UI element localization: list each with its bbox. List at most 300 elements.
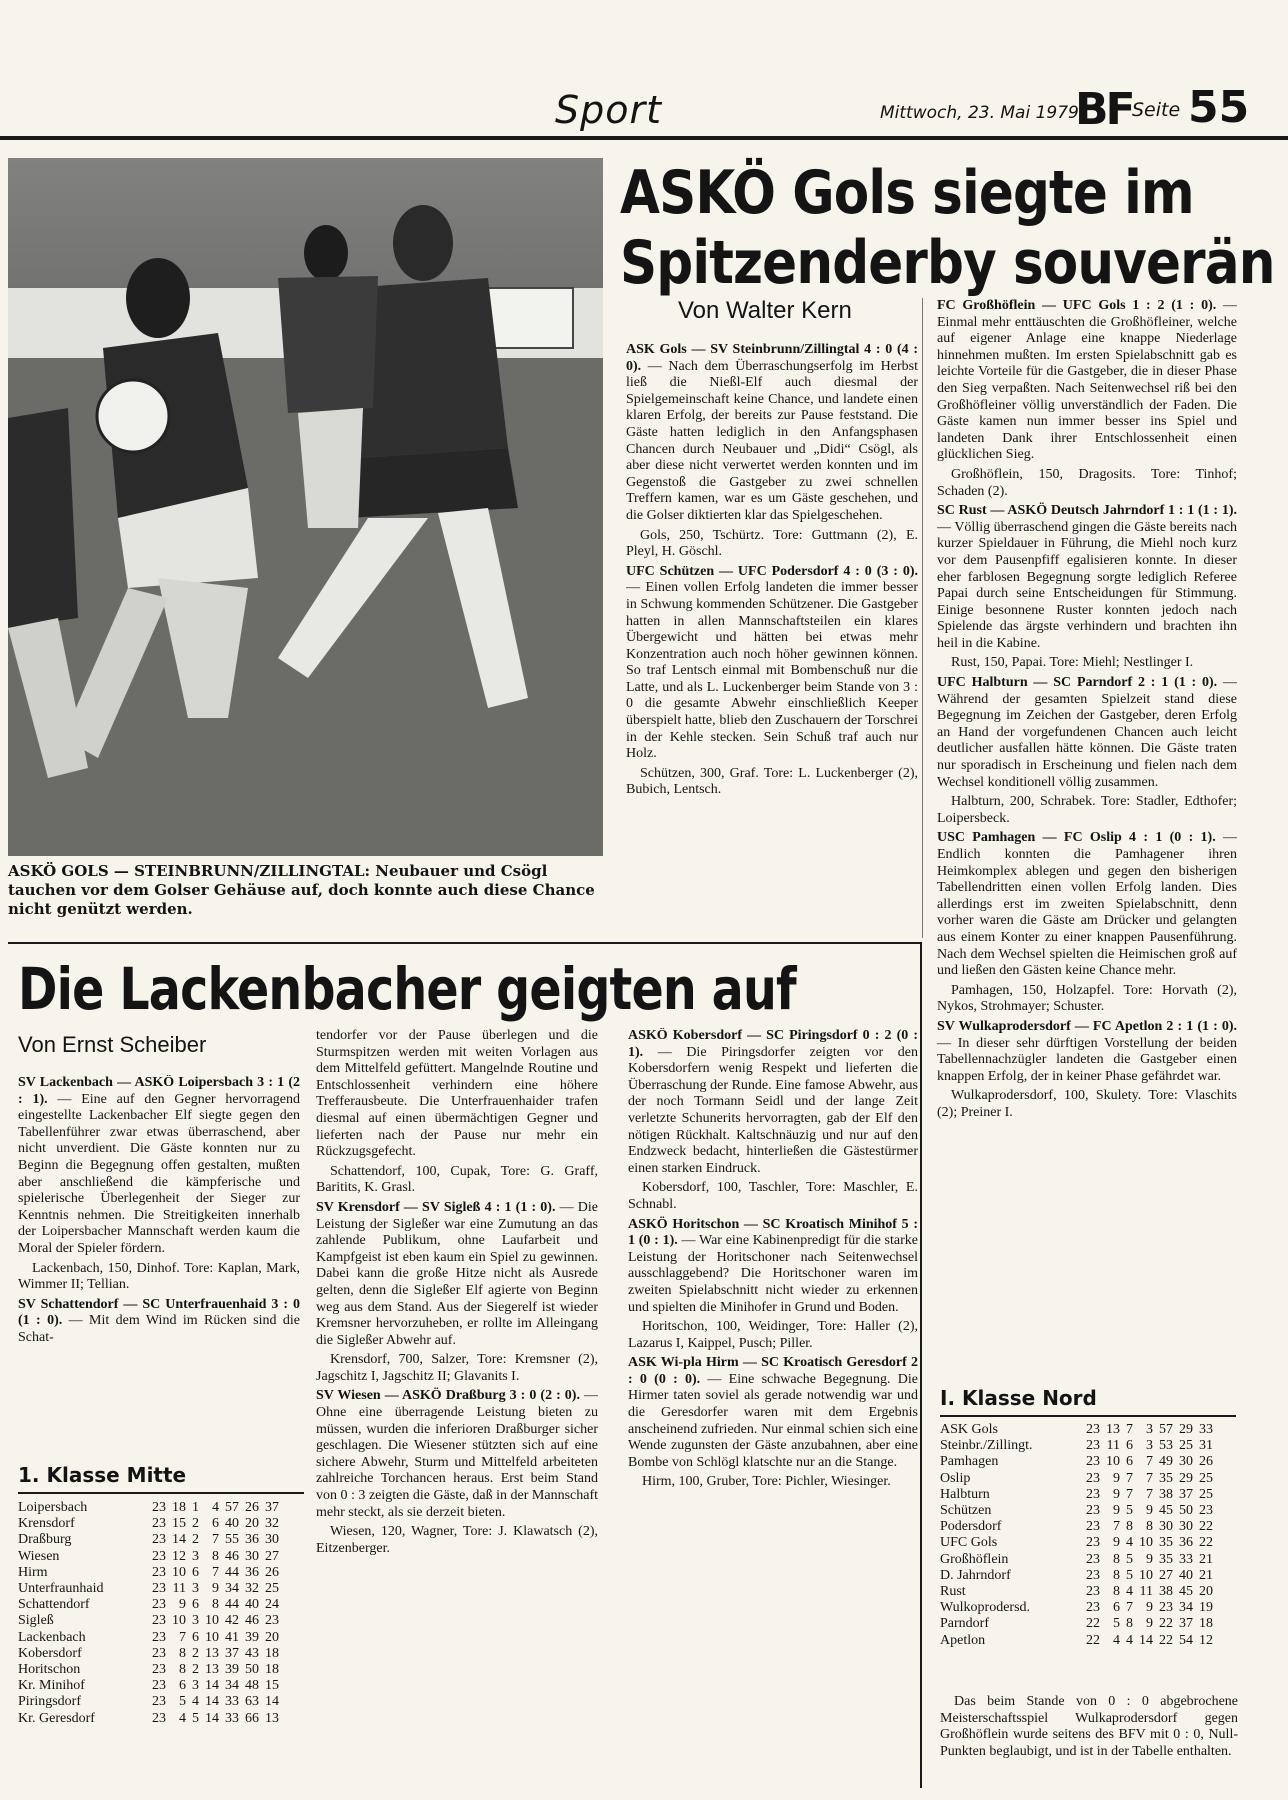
stat-cell: 4 [179, 1710, 186, 1726]
match-result: UFC Halbturn — SC Parndorf 2 : 1 (1 : 0). [937, 675, 1218, 691]
stat-cell: 23 [1086, 1535, 1100, 1551]
issue-date: Mittwoch, 23. Mai 1979 [880, 103, 1079, 123]
stat-cell: 30 [265, 1532, 279, 1548]
table-row [18, 1565, 279, 1581]
stat-cell: 30 [245, 1548, 259, 1564]
match-result: ASKÖ Horitschon — SC Kroatisch Minihof 5 : 1 (0 : 1). [628, 1216, 918, 1249]
stat-cell: 45 [1159, 1503, 1173, 1519]
paragraph-text: — Nach dem Überraschungserfolg im Herbst ließ die Nießl-Elf auch diesmal der Spielgemeinschaft keine Chance, und landete einen klaren Erfolg, der bereits zur Pause feststand. Die Gäste hatten lediglich in den Anfangsphasen Chancen durch Neubauer und „Didi“ Csögl, als aber diese nicht verwertet werden konnten und im Gegenstoß die Gastgeber zu zwei schnellen Treffern kamen, war es um Gäste geschehen, und die Golser diktierten klar das Spielgeschehen. [626, 358, 918, 523]
paragraph [628, 1474, 918, 1491]
paragraph [316, 1200, 598, 1349]
stat-cell: 57 [225, 1500, 239, 1515]
stat-cell: 22 [1086, 1632, 1100, 1648]
stat-cell: 9 [1146, 1600, 1153, 1616]
stat-cell: 49 [1159, 1454, 1173, 1470]
standings-title-nord: I. Klasse Nord [940, 1386, 1097, 1410]
stat-cell: 44 [225, 1597, 239, 1613]
stat-cell: 4 [212, 1500, 219, 1515]
standings-table-mitte [18, 1500, 279, 1727]
stat-cell: 20 [245, 1516, 259, 1532]
photo-image [8, 158, 603, 856]
page-label: Seite [1132, 99, 1181, 121]
stat-cell: 12 [172, 1548, 186, 1564]
team-name: Pamhagen [940, 1454, 999, 1470]
paragraph-text: — War eine Kabinenpredigt für die starke Leistung der Horitschoner nach Seitenwechsel ausschlaggebend? Die Horitschoner waren im zweiten Spielabschnitt nicht wieder zu erkennen und spielten die Minihofer in Grund und Boden. [628, 1233, 918, 1315]
paragraph-text: — Einen vollen Erfolg landeten die immer besser in Schwung kommenden Schützener. Die Gastgeber hatten in allen Mannschaftsteilen ein klares Übergewicht und hätten bei etwas mehr Konzentration auch noch höher gewinnen können. So traf Lentsch einmal mit Bombenschuß nur die Latte, und als L. Luckenberger beim Stande von 3 : 0 die gesamte Abwehr einschließlich Keeper überspielt hatte, blieb den Zuschauern der Torschrei in der Kehle stecken. Sein Schuß traf auch nur Holz. [626, 580, 918, 762]
paragraph [316, 1352, 598, 1385]
stat-cell: 8 [1126, 1616, 1133, 1632]
team-name: D. Jahrndorf [940, 1567, 1011, 1583]
stat-cell: 32 [245, 1581, 259, 1597]
stat-cell: 25 [265, 1581, 279, 1597]
stat-cell: 1 [192, 1500, 199, 1515]
headline-story1-line1: ASKÖ Gols siegte im [620, 158, 1194, 228]
stat-cell: 9 [1146, 1551, 1153, 1567]
stat-cell: 9 [1113, 1486, 1120, 1502]
paragraph [316, 1164, 598, 1197]
section-title: Sport [555, 88, 663, 132]
stat-cell: 35 [1159, 1535, 1173, 1551]
paragraph [937, 983, 1237, 1016]
table-row [18, 1662, 279, 1678]
stat-cell: 37 [1179, 1486, 1193, 1502]
stat-cell: 10 [1139, 1567, 1153, 1583]
table-row [18, 1678, 279, 1694]
stat-cell: 18 [265, 1645, 279, 1661]
paragraph-text: — Eine auf den Gegner hervorragend eingestellte Lackenbacher Elf siegte gegen den Tabellenführer zwar etwas überraschend, aber nicht unverdient. Die Gäste konnten nur zu Beginn die Begegnung offen gestalten, mußten aber anschließend die kämpferische und spielerische Überlegenheit der Sieger zur Kenntnis nehmen. Die Streitigkeiten innerhalb der Loipersbacher Mannschaft werden kaum die Moral der Spieler fördern. [18, 1091, 300, 1256]
stat-cell: 9 [179, 1597, 186, 1613]
stat-cell: 7 [212, 1564, 219, 1580]
stat-cell: 7 [1146, 1454, 1153, 1470]
paragraph-text: Rust, 150, Papai. Tore: Miehl; Nestlinger I. [951, 655, 1194, 671]
stat-cell: 7 [1126, 1470, 1133, 1486]
stat-cell: 5 [1126, 1551, 1133, 1567]
paragraph-text: Horitschon, 100, Weidinger, Tore: Haller (2), Lazarus I, Kaippel, Pusch; Piller. [628, 1319, 918, 1351]
stat-cell: 7 [1146, 1486, 1153, 1502]
stat-cell: 20 [1199, 1584, 1213, 1600]
stat-cell: 39 [225, 1662, 239, 1678]
team-name: Loipersbach [18, 1500, 88, 1515]
stat-cell: 23 [152, 1645, 166, 1661]
match-result: ASKÖ Kobersdorf — SC Piringsdorf 0 : 2 (0 : 1). [628, 1028, 918, 1060]
stat-cell: 50 [1179, 1503, 1193, 1519]
paragraph-text: — Ohne eine überragende Leistung bieten zu müssen, wurden die inferioren Draßburger sicher geschlagen. Die Wiesener stützten sich auf eine sichere Abwehr, Sturm und Mittelfeld arbeiteten zahlreiche Torchancen heraus. Erst beim Stand von 0 : 3 zeigten die Gäste, daß in der Mannschaft mehr steckt, als sie derzeit bieten. [316, 1388, 598, 1520]
stat-cell: 15 [265, 1678, 279, 1694]
stat-cell: 18 [1199, 1616, 1213, 1632]
stat-cell: 10 [172, 1613, 186, 1629]
table-row [940, 1438, 1213, 1454]
header-rule [0, 136, 1288, 140]
match-result: ASK Gols — SV Steinbrunn/Zillingtal 4 : 0 (4 : 0). [626, 342, 918, 374]
paragraph-text: Krensdorf, 700, Salzer, Tore: Kremsner (2), Jagschitz I, Jagschitz II; Glavanits I. [316, 1352, 598, 1384]
table-row [18, 1694, 279, 1710]
stat-cell: 8 [1113, 1584, 1120, 1600]
stat-cell: 23 [152, 1629, 166, 1645]
stat-cell: 8 [1126, 1519, 1133, 1535]
stat-cell: 27 [1159, 1567, 1173, 1583]
stat-cell: 23 [152, 1597, 166, 1613]
table-row [18, 1549, 279, 1565]
football-match-photo [8, 158, 603, 856]
story-frame-top [8, 942, 922, 944]
team-name: Steinbr./Zillingt. [940, 1438, 1033, 1454]
table-row [940, 1519, 1213, 1535]
stat-cell: 37 [1179, 1616, 1193, 1632]
stat-cell: 4 [1113, 1632, 1120, 1648]
paragraph [937, 794, 1237, 827]
stat-cell: 6 [1113, 1600, 1120, 1616]
headline-story2: Die Lackenbacher geigten auf [18, 955, 796, 1023]
table-row [18, 1516, 279, 1532]
stat-cell: 2 [192, 1516, 199, 1532]
team-name: Rust [940, 1584, 966, 1600]
stat-cell: 6 [192, 1629, 199, 1645]
stat-cell: 10 [172, 1564, 186, 1580]
paragraph [937, 830, 1237, 979]
stat-cell: 8 [1146, 1519, 1153, 1535]
standings-rule [940, 1415, 1236, 1417]
stat-cell: 10 [205, 1629, 219, 1645]
table-row [940, 1633, 1213, 1649]
paragraph-text: Großhöflein, 150, Dragosits. Tore: Tinhof; Schaden (2). [937, 466, 1237, 499]
byline-story2: Von Ernst Scheiber [18, 1032, 207, 1057]
match-result: SV Krensdorf — SV Sigleß 4 : 1 (1 : 0). [316, 1199, 556, 1215]
stat-cell: 5 [192, 1710, 199, 1726]
stat-cell: 29 [1179, 1470, 1193, 1486]
stat-cell: 14 [205, 1678, 219, 1694]
stat-cell: 25 [1199, 1470, 1213, 1486]
stat-cell: 30 [1179, 1519, 1193, 1535]
paragraph [626, 528, 918, 561]
paragraph-text: Kobersdorf, 100, Taschler, Tore: Maschler, E. Schnabl. [628, 1180, 918, 1212]
stat-cell: 22 [1199, 1535, 1213, 1551]
stat-cell: 23 [1086, 1454, 1100, 1470]
stat-cell: 40 [225, 1516, 239, 1532]
stat-cell: 26 [265, 1564, 279, 1580]
stat-cell: 38 [1159, 1584, 1173, 1600]
stat-cell: 3 [1146, 1438, 1153, 1454]
stat-cell: 3 [1146, 1422, 1153, 1437]
paragraph [18, 1075, 300, 1258]
story1-column-1 [626, 342, 918, 932]
stat-cell: 14 [1139, 1632, 1153, 1648]
stat-cell: 35 [1159, 1551, 1173, 1567]
stat-cell: 7 [1146, 1470, 1153, 1486]
stat-cell: 55 [225, 1532, 239, 1548]
paragraph [937, 675, 1237, 791]
stat-cell: 5 [1126, 1567, 1133, 1583]
stat-cell: 38 [1159, 1486, 1173, 1502]
table-row [18, 1500, 279, 1516]
stat-cell: 9 [1146, 1616, 1153, 1632]
stat-cell: 14 [205, 1694, 219, 1710]
stat-cell: 34 [225, 1678, 239, 1694]
stat-cell: 23 [1086, 1551, 1100, 1567]
stat-cell: 63 [245, 1694, 259, 1710]
stat-cell: 23 [152, 1694, 166, 1710]
stat-cell: 9 [1113, 1503, 1120, 1519]
paragraph-text: Schützen, 300, Graf. Tore: L. Luckenberger (2), Bubich, Lentsch. [626, 765, 918, 798]
page-number: 55 [1188, 82, 1250, 133]
stat-cell: 13 [205, 1645, 219, 1661]
photo-caption: ASKÖ GOLS — STEINBRUNN/ZILLINGTAL: Neubauer und Csögl tauchen vor dem Golser Gehäuse auf, doch konnte auch diese Chance nicht genützt werden. [8, 862, 595, 918]
table-row [940, 1503, 1213, 1519]
stat-cell: 5 [1113, 1616, 1120, 1632]
stat-cell: 30 [1179, 1454, 1193, 1470]
team-name: Wiesen [18, 1548, 60, 1564]
stat-cell: 12 [1199, 1632, 1213, 1648]
standings-table-nord [940, 1422, 1213, 1649]
team-name: Kr. Geresdorf [18, 1710, 95, 1726]
stat-cell: 41 [225, 1629, 239, 1645]
stat-cell: 23 [152, 1662, 166, 1678]
stat-cell: 11 [1106, 1438, 1120, 1454]
stat-cell: 8 [1113, 1551, 1120, 1567]
paragraph [628, 1319, 918, 1352]
stat-cell: 36 [1179, 1535, 1193, 1551]
team-name: Apetlon [940, 1632, 986, 1648]
paragraph-text: Wiesen, 120, Wagner, Tore: J. Klawatsch (2), Eitzenberger. [316, 1524, 598, 1556]
stat-cell: 18 [172, 1500, 186, 1515]
stat-cell: 3 [192, 1613, 199, 1629]
team-name: Parndorf [940, 1616, 989, 1632]
stat-cell: 44 [225, 1564, 239, 1580]
stat-cell: 23 [152, 1516, 166, 1532]
stat-cell: 46 [225, 1548, 239, 1564]
paragraph [316, 1388, 598, 1521]
stat-cell: 36 [245, 1564, 259, 1580]
stat-cell: 23 [1086, 1470, 1100, 1486]
team-name: ASK Gols [940, 1422, 998, 1437]
stat-cell: 23 [152, 1613, 166, 1629]
stat-cell: 13 [265, 1710, 279, 1726]
paragraph [937, 1019, 1237, 1085]
paragraph [626, 564, 918, 763]
stat-cell: 7 [1126, 1600, 1133, 1616]
stat-cell: 37 [265, 1500, 279, 1515]
stat-cell: 34 [1179, 1600, 1193, 1616]
stat-cell: 6 [192, 1597, 199, 1613]
match-result: SV Wiesen — ASKÖ Draßburg 3 : 0 (2 : 0). [316, 1388, 580, 1404]
paragraph-text: — Eine schwache Begegnung. Die Hirmer taten soviel als gerade notwendig war und die Geresdorfer waren mit dem Ergebnis anscheinend zufrieden. Nur einmal schien sich eine Wende zugunsten der Gäste anzubahnen, aber eine Bombe von Schlögl klatschte nur an die Stange. [628, 1371, 918, 1470]
table-row [940, 1422, 1213, 1438]
stat-cell: 24 [265, 1597, 279, 1613]
standings-title-mitte: 1. Klasse Mitte [18, 1463, 187, 1487]
stat-cell: 6 [192, 1564, 199, 1580]
stat-cell: 4 [192, 1694, 199, 1710]
paragraph-text: tendorfer vor der Pause überlegen und die Sturmspitzen werden mit weiten Vorlagen aus dem Mittelfeld gefüttert. Mangelnde Routine und Entschlossenheit verhindern eine höhere Trefferausbeute. Die Unterfrauenhaider trafen diesmal auf einen übermächtigen Gegner und lieferten nach der Pause nur mehr ein Rückzugsgefecht. [316, 1028, 598, 1160]
stat-cell: 23 [152, 1548, 166, 1564]
stat-cell: 7 [1126, 1486, 1133, 1502]
stat-cell: 6 [1126, 1454, 1133, 1470]
stat-cell: 23 [152, 1564, 166, 1580]
stat-cell: 25 [1179, 1438, 1193, 1454]
stat-cell: 8 [1113, 1567, 1120, 1583]
stat-cell: 35 [1159, 1470, 1173, 1486]
stat-cell: 9 [1113, 1470, 1120, 1486]
stat-cell: 23 [152, 1678, 166, 1694]
stat-cell: 31 [1199, 1438, 1213, 1454]
story2-column-1 [18, 1075, 300, 1475]
team-name: Krensdorf [18, 1516, 75, 1532]
team-name: Hirm [18, 1564, 48, 1580]
match-result: ASK Wi-pla Hirm — SC Kroatisch Geresdorf 2 : 0 (0 : 0). [628, 1355, 918, 1387]
table-row [18, 1532, 279, 1548]
stat-cell: 37 [225, 1645, 239, 1661]
stat-cell: 34 [225, 1581, 239, 1597]
stat-cell: 23 [1086, 1438, 1100, 1454]
stat-cell: 15 [172, 1516, 186, 1532]
table-row [18, 1630, 279, 1646]
team-name: Draßburg [18, 1532, 72, 1548]
stat-cell: 6 [212, 1516, 219, 1532]
stat-cell: 43 [245, 1645, 259, 1661]
paragraph-text: Gols, 250, Tschürtz. Tore: Guttmann (2), E. Pleyl, H. Göschl. [626, 527, 918, 560]
stat-cell: 33 [1179, 1551, 1193, 1567]
stat-cell: 23 [152, 1710, 166, 1726]
headline-story1-line2: Spitzenderby souverän [620, 228, 1275, 298]
table-row [18, 1711, 279, 1727]
stat-cell: 18 [265, 1662, 279, 1678]
team-name: Schützen [940, 1503, 992, 1519]
standings-note [940, 1694, 1238, 1763]
standings-rule [18, 1492, 304, 1494]
stat-cell: 22 [1159, 1616, 1173, 1632]
paragraph [937, 298, 1237, 464]
team-name: Lackenbach [18, 1629, 86, 1645]
stat-cell: 42 [225, 1613, 239, 1629]
match-result: SV Wulkaprodersdorf — FC Apetlon 2 : 1 (1 : 0). [937, 1018, 1237, 1034]
stat-cell: 23 [1086, 1422, 1100, 1437]
team-name: Halbturn [940, 1486, 990, 1502]
stat-cell: 7 [1113, 1519, 1120, 1535]
stat-cell: 8 [212, 1548, 219, 1564]
stat-cell: 30 [1159, 1519, 1173, 1535]
stat-cell: 40 [1179, 1567, 1193, 1583]
stat-cell: 9 [1146, 1503, 1153, 1519]
paragraph [937, 1088, 1237, 1121]
paragraph [937, 655, 1237, 672]
paragraph [628, 1180, 918, 1213]
stat-cell: 22 [1159, 1632, 1173, 1648]
stat-cell: 2 [192, 1532, 199, 1548]
stat-cell: 48 [245, 1678, 259, 1694]
stat-cell: 21 [1199, 1567, 1213, 1583]
team-name: Kobersdorf [18, 1645, 82, 1661]
stat-cell: 5 [179, 1694, 186, 1710]
stat-cell: 9 [212, 1581, 219, 1597]
paragraph-text: — Endlich konnten die Pamhagener ihren Heimkomplex ablegen und gegen den bisherigen Tabellendritten einen vollen Erfolg landen. Dies allerdings erst im zweiten Spielabschnitt, denn vorher waren die Gäste am Drücker und gelangten aus einem Konter zu einer knappen Pausenführung. Nach dem Wechsel spielten die Heimischen groß auf und ließen den Gästen keine Chance mehr. [937, 830, 1237, 979]
paragraph-text: — Mit dem Wind im Rücken sind die Schat- [18, 1313, 300, 1345]
stat-cell: 22 [1086, 1616, 1100, 1632]
column-divider [922, 298, 923, 938]
paragraph-text: — Einmal mehr enttäuschten die Großhöfleiner, welche auf eigener Anlage eine knappe Niederlage hinnehmen mußten. Im ersten Spielabschnitt gab es leichte Vorteile für die Gastgeber, die in dieser Phase den Sieg verpaßten. Nach Seitenwechsel riß bei den Großhöfleiner völlig unverständlich der Faden. Die Gäste kamen nun immer besser ins Spiel und landeten Dank ihrer Entschlossenheit einen glücklichen Sieg. [937, 298, 1237, 463]
stat-cell: 7 [1126, 1422, 1133, 1437]
stat-cell: 23 [1199, 1503, 1213, 1519]
stat-cell: 27 [265, 1548, 279, 1564]
team-name: Wulkoprodersd. [940, 1600, 1031, 1616]
paragraph [628, 1355, 918, 1471]
stat-cell: 23 [1086, 1503, 1100, 1519]
stat-cell: 5 [1126, 1503, 1133, 1519]
stat-cell: 13 [205, 1662, 219, 1678]
stat-cell: 13 [1106, 1422, 1120, 1437]
paragraph [937, 503, 1237, 652]
stat-cell: 26 [1199, 1454, 1213, 1470]
stat-cell: 4 [1126, 1632, 1133, 1648]
stat-cell: 33 [1199, 1422, 1213, 1437]
match-result: UFC Schützen — UFC Podersdorf 4 : 0 (3 : 0). [626, 563, 918, 579]
stat-cell: 45 [1179, 1584, 1193, 1600]
paragraph-text: — In dieser sehr dürftigen Vorstellung der beiden Tabellennachzügler landeten die Gastgeber einen knappen Erfolg, der in keiner Phase gefährdet war. [937, 1035, 1237, 1084]
stat-cell: 10 [1106, 1454, 1120, 1470]
byline-story1: Von Walter Kern [678, 297, 852, 324]
match-result: SV Schattendorf — SC Unterfrauenhaid 3 : 0 (1 : 0). [18, 1296, 300, 1329]
match-result: SV Lackenbach — ASKÖ Loipersbach 3 : 1 (2 : 1). [18, 1075, 300, 1107]
paragraph-text: — Während der gesamten Spielzeit stand diese Begegnung im Zeichen der Gastgeber, deren Erfolg an Hand der vorgefundenen Chancen auch leicht deutlicher ausfallen hätte können. Die Gäste traten nur sporadisch in Erscheinung und fielen nach dem Wechsel konditionell völlig zusammen. [937, 675, 1237, 790]
paragraph [316, 1028, 598, 1161]
table-row [18, 1581, 279, 1597]
table-row [940, 1454, 1213, 1470]
team-name: Horitschon [18, 1662, 81, 1678]
stat-cell: 11 [172, 1581, 186, 1597]
stat-cell: 23 [1086, 1519, 1100, 1535]
stat-cell: 10 [205, 1613, 219, 1629]
table-row [940, 1552, 1213, 1568]
stat-cell: 26 [245, 1500, 259, 1515]
stat-cell: 9 [1113, 1535, 1120, 1551]
match-result: USC Pamhagen — FC Oslip 4 : 1 (0 : 1). [937, 830, 1216, 846]
team-name: Piringsdorf [18, 1694, 81, 1710]
stat-cell: 8 [179, 1645, 186, 1661]
stat-cell: 2 [192, 1645, 199, 1661]
table-row [940, 1471, 1213, 1487]
stat-cell: 54 [1179, 1632, 1193, 1648]
stat-cell: 50 [245, 1662, 259, 1678]
stat-cell: 23 [152, 1500, 166, 1515]
stat-cell: 40 [245, 1597, 259, 1613]
stat-cell: 23 [152, 1581, 166, 1597]
paragraph [628, 1028, 918, 1177]
stat-cell: 23 [152, 1532, 166, 1548]
stat-cell: 4 [1126, 1535, 1133, 1551]
stat-cell: 14 [265, 1694, 279, 1710]
paragraph-text: Das beim Stande von 0 : 0 abgebrochene Meisterschaftsspiel Wulkaprodersdorf gegen Großhöflein wurde seitens des BFV mit 0 : 0, Null-Punkten beglaubigt, und ist in der Tabelle enthalten. [940, 1694, 1238, 1759]
stat-cell: 6 [179, 1678, 186, 1694]
paragraph-text: Pamhagen, 150, Holzapfel. Tore: Horvath (2), Nykos, Strohmayer; Schuster. [937, 982, 1237, 1015]
stat-cell: 21 [1199, 1551, 1213, 1567]
stat-cell: 2 [192, 1662, 199, 1678]
stat-cell: 25 [1199, 1486, 1213, 1502]
stat-cell: 7 [212, 1532, 219, 1548]
stat-cell: 23 [1086, 1567, 1100, 1583]
stat-cell: 14 [172, 1532, 186, 1548]
stat-cell: 23 [1086, 1486, 1100, 1502]
stat-cell: 66 [245, 1710, 259, 1726]
stat-cell: 19 [1199, 1600, 1213, 1616]
paragraph-text: — Völlig überraschend gingen die Gäste bereits nach kurzer Spieldauer in Führung, die Miehl noch kurz vor dem Pausenpfiff egalisieren konnte. In dieser eher farblosen Begegnung sorgte lediglich Referee Papai durch seine Entscheidungen für Stimmung. Einige besonnene Ruster konnten jedoch nach Spielende das ärgste verhindern und brachten ihn heil in die Kabine. [937, 519, 1237, 651]
stat-cell: 6 [1126, 1438, 1133, 1454]
stat-cell: 32 [265, 1516, 279, 1532]
stat-cell: 33 [225, 1710, 239, 1726]
stat-cell: 3 [192, 1678, 199, 1694]
stat-cell: 23 [1159, 1600, 1173, 1616]
stat-cell: 8 [212, 1597, 219, 1613]
stat-cell: 8 [179, 1662, 186, 1678]
table-row [940, 1616, 1213, 1632]
paragraph [316, 1524, 598, 1557]
story-frame-right [920, 942, 922, 1788]
